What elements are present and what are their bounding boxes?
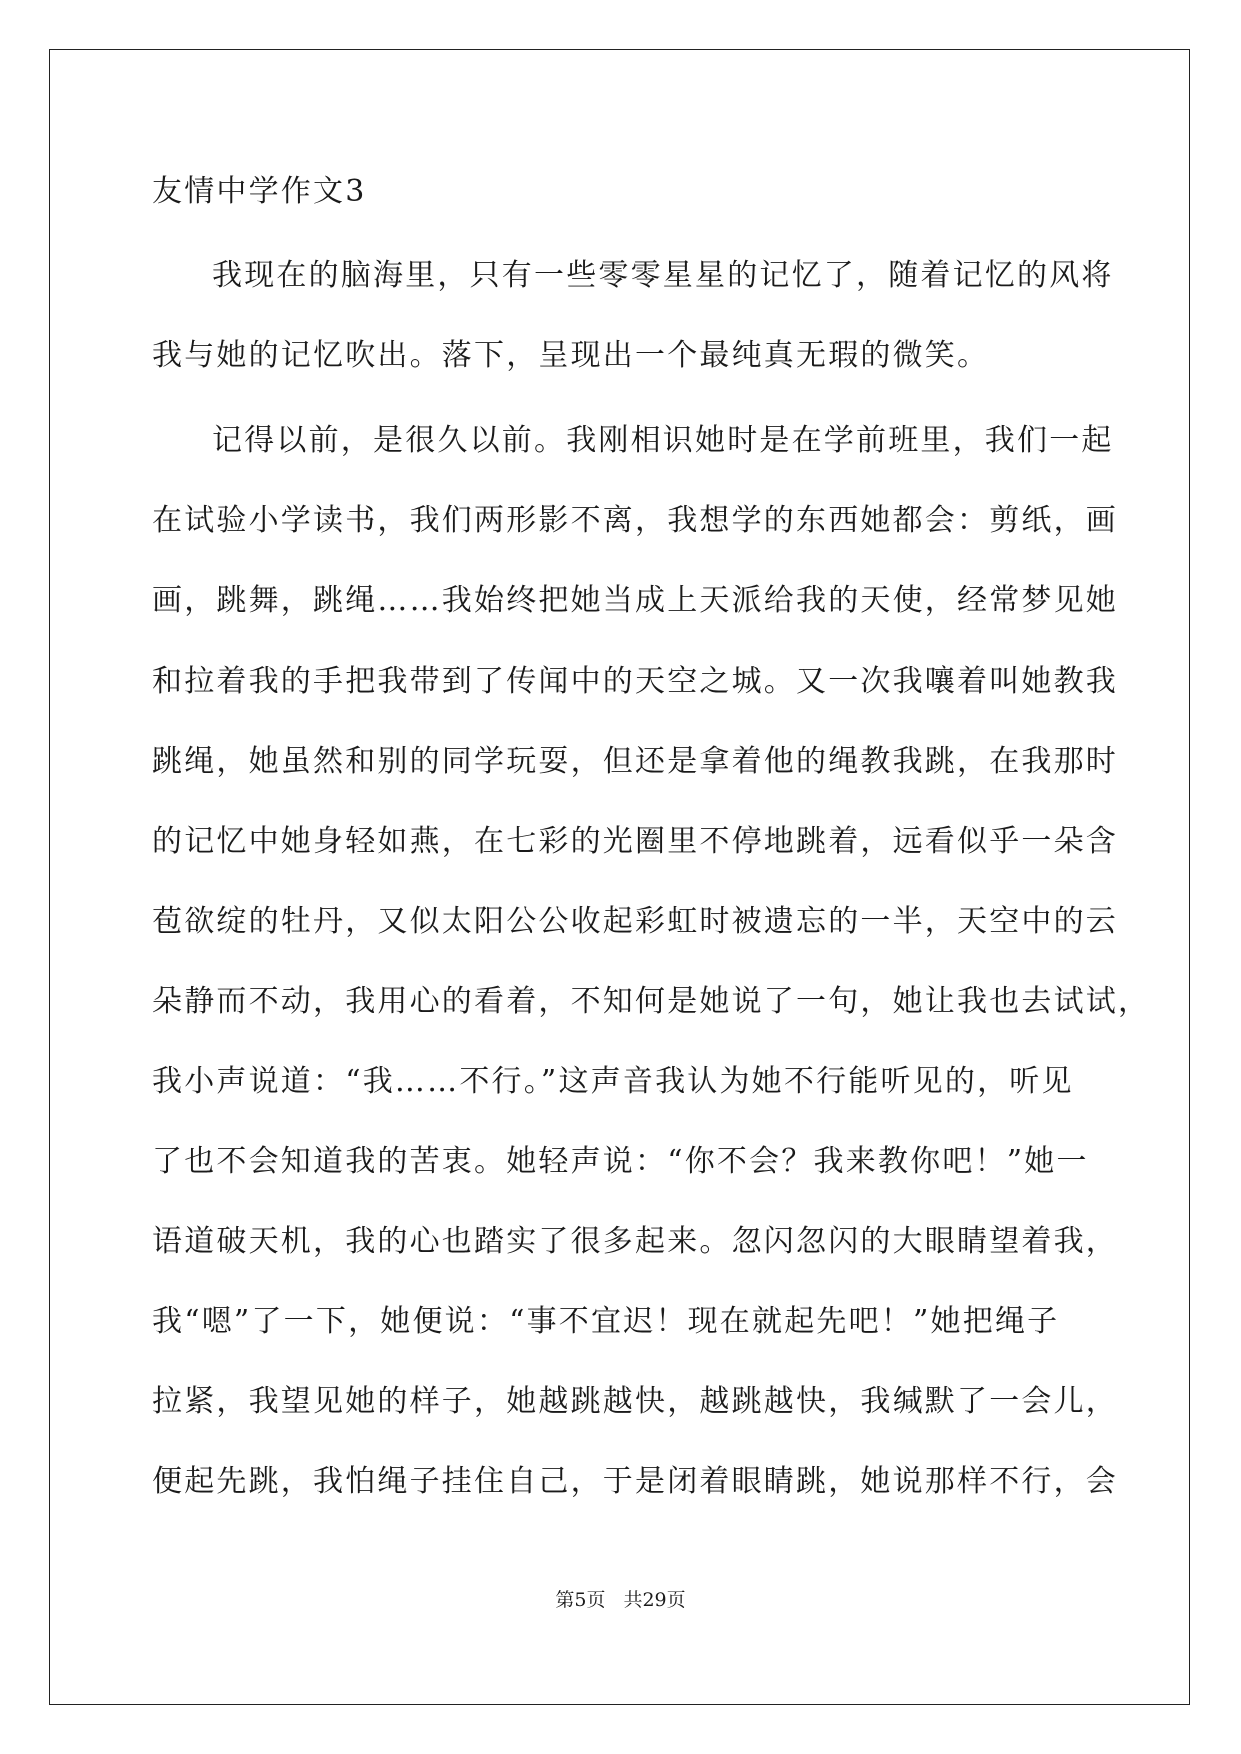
paragraph-2-line-6: 的记忆中她身轻如燕，在七彩的光圈里不停地跳着，远看似乎一朵含 <box>152 824 1118 859</box>
paragraph-2-line-10: 了也不会知道我的苦衷。她轻声说：“你不会？我来教你吧！”她一 <box>152 1144 1089 1179</box>
paragraph-2-line-2: 在试验小学读书，我们两形影不离，我想学的东西她都会：剪纸，画 <box>152 503 1118 538</box>
paragraph-2-line-9: 我小声说道：“我……不行。”这声音我认为她不行能听见的，听见 <box>152 1064 1074 1099</box>
paragraph-2-line-5: 跳绳，她虽然和别的同学玩耍，但还是拿着他的绳教我跳，在我那时 <box>152 744 1118 779</box>
paragraph-1-line-1: 我现在的脑海里，只有一些零零星星的记忆了，随着记忆的风将 <box>212 258 1114 293</box>
paragraph-2-line-3: 画，跳舞，跳绳……我始终把她当成上天派给我的天使，经常梦见她 <box>152 583 1118 618</box>
paragraph-2-line-13: 拉紧，我望见她的样子，她越跳越快，越跳越快，我缄默了一会儿， <box>152 1384 1118 1419</box>
paragraph-2-line-1: 记得以前，是很久以前。我刚相识她时是在学前班里，我们一起 <box>212 423 1114 458</box>
paragraph-2-line-11: 语道破天机，我的心也踏实了很多起来。忽闪忽闪的大眼睛望着我， <box>152 1224 1118 1259</box>
page-frame <box>49 49 1190 1705</box>
page-footer <box>0 1588 1241 1612</box>
total-pages-label: 共29页 <box>623 1589 686 1611</box>
paragraph-2-line-14: 便起先跳，我怕绳子挂住自己，于是闭着眼睛跳，她说那样不行，会 <box>152 1464 1118 1499</box>
current-page-label: 第5页 <box>555 1589 606 1611</box>
document-title: 友情中学作文3 <box>152 174 367 209</box>
paragraph-1-line-2: 我与她的记忆吹出。落下，呈现出一个最纯真无瑕的微笑。 <box>152 338 990 373</box>
paragraph-2-line-8: 朵静而不动，我用心的看着，不知何是她说了一句，她让我也去试试， <box>152 984 1151 1019</box>
paragraph-2-line-7: 苞欲绽的牡丹，又似太阳公公收起彩虹时被遗忘的一半，天空中的云 <box>152 904 1118 939</box>
paragraph-2-line-4: 和拉着我的手把我带到了传闻中的天空之城。又一次我嚷着叫她教我 <box>152 664 1118 699</box>
paragraph-2-line-12: 我“嗯”了一下，她便说：“事不宜迟！现在就起先吧！”她把绳子 <box>152 1304 1060 1339</box>
